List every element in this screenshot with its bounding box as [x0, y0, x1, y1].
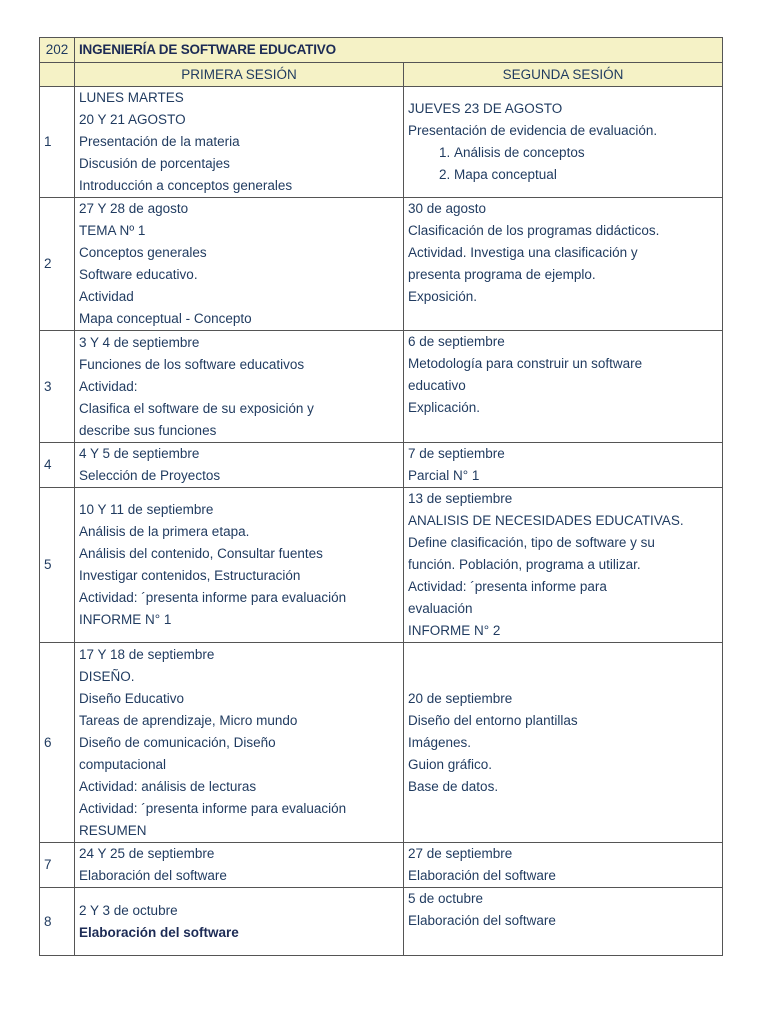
cell-line: describe sus funciones — [79, 422, 217, 438]
second-session-cell — [404, 198, 723, 331]
course-code: 202 — [40, 38, 75, 63]
cell-line: INFORME N° 1 — [79, 612, 172, 627]
cell-line: Define clasificación, tipo de software y su — [408, 535, 655, 550]
cell-line: Diseño de comunicación, Diseño — [79, 734, 276, 750]
cell-line: presenta programa de ejemplo. — [408, 267, 596, 282]
cell-line: Base de datos. — [408, 778, 499, 794]
cell-line: Presentación de evidencia de evaluación. — [408, 123, 658, 138]
second-session-cell — [404, 443, 723, 488]
cell-line-bold: Elaboración del software — [79, 924, 239, 940]
row-number: 5 — [40, 488, 75, 643]
second-session-header: SEGUNDA SESIÓN — [404, 63, 723, 87]
cell-line: Actividad: ´presenta informe para evaluación — [79, 590, 347, 605]
cell-line: 5 de octubre — [408, 891, 484, 906]
first-session-header: PRIMERA SESIÓN — [75, 63, 404, 87]
table-row — [40, 643, 723, 843]
cell-line: 6 de septiembre — [408, 334, 505, 349]
cell-line: 3 Y 4 de septiembre — [79, 334, 200, 350]
cell-line: Metodología para construir un software — [408, 356, 643, 371]
cell-line: Actividad: ´presenta informe para — [408, 579, 607, 594]
row-number: 4 — [40, 443, 75, 488]
cell-line: 7 de septiembre — [408, 446, 505, 461]
cell-line: Elaboración del software — [79, 868, 227, 883]
cell-line: Elaboración del software — [408, 913, 556, 928]
cell-line: Exposición. — [408, 289, 478, 304]
second-session-cell — [404, 843, 723, 888]
cell-line: función. Población, programa a utilizar. — [408, 557, 641, 572]
first-session-cell — [75, 843, 404, 888]
list-item: 1. Análisis de conceptos — [454, 142, 718, 164]
cell-line: 27 de septiembre — [408, 846, 513, 861]
cell-line: 17 Y 18 de septiembre — [79, 646, 215, 662]
cell-line: 4 Y 5 de septiembre — [79, 446, 200, 461]
cell-line: 20 de septiembre — [408, 690, 513, 706]
cell-line: Investigar contenidos, Estructuración — [79, 568, 301, 583]
table-row — [40, 843, 723, 888]
empty-header-cell — [40, 63, 75, 87]
second-session-cell — [404, 488, 723, 643]
table-row — [40, 331, 723, 443]
cell-line: Actividad — [79, 289, 134, 304]
first-session-cell — [75, 643, 404, 843]
cell-line: Discusión de porcentajes — [79, 156, 230, 171]
row-number: 1 — [40, 87, 75, 198]
cell-line: INFORME N° 2 — [408, 623, 501, 638]
cell-line: Análisis de la primera etapa. — [79, 524, 250, 539]
second-session-cell — [404, 643, 723, 843]
first-session-cell — [75, 87, 404, 198]
cell-line: Diseño del entorno plantillas — [408, 712, 578, 728]
cell-line: 2 Y 3 de octubre — [79, 902, 178, 918]
cell-line: computacional — [79, 756, 167, 772]
cell-line: Actividad: análisis de lecturas — [79, 778, 257, 794]
list-item: 2. Mapa conceptual — [454, 164, 718, 186]
cell-line: Guion gráfico. — [408, 756, 493, 772]
cell-line: Diseño Educativo — [79, 690, 185, 706]
cell-line: 30 de agosto — [408, 201, 487, 216]
cell-line: evaluación — [408, 601, 473, 616]
cell-line: Parcial N° 1 — [408, 468, 480, 483]
table-row — [40, 888, 723, 956]
cell-line: Mapa conceptual - Concepto — [79, 311, 252, 326]
second-session-cell — [404, 87, 723, 198]
first-session-cell — [75, 488, 404, 643]
cell-line: JUEVES 23 DE AGOSTO — [408, 101, 563, 116]
cell-line: RESUMEN — [79, 822, 147, 838]
cell-line: Selección de Proyectos — [79, 468, 221, 483]
cell-line: Clasifica el software de su exposición y — [79, 400, 314, 416]
course-title: INGENIERÍA DE SOFTWARE EDUCATIVO — [75, 38, 723, 63]
cell-line: 20 Y 21 AGOSTO — [79, 112, 186, 127]
row-number: 2 — [40, 198, 75, 331]
row-number: 8 — [40, 888, 75, 956]
cell-line: Funciones de los software educativos — [79, 356, 305, 372]
cell-line: Clasificación de los programas didácticos. — [408, 223, 660, 238]
cell-line: Actividad: ´presenta informe para evaluación — [79, 800, 347, 816]
cell-line: Introducción a conceptos generales — [79, 178, 293, 193]
cell-line: DISEÑO. — [79, 668, 135, 684]
second-session-cell — [404, 888, 723, 956]
cell-line: LUNES MARTES — [79, 90, 184, 105]
cell-line: Actividad. Investiga una clasificación y — [408, 245, 638, 260]
cell-line: educativo — [408, 378, 466, 393]
table-row — [40, 87, 723, 198]
cell-line: 10 Y 11 de septiembre — [79, 502, 214, 517]
first-session-cell — [75, 331, 404, 443]
cell-line: Explicación. — [408, 400, 481, 415]
table-row — [40, 443, 723, 488]
cell-line: 13 de septiembre — [408, 491, 513, 506]
cell-line: ANALISIS DE NECESIDADES EDUCATIVAS. — [408, 513, 684, 528]
cell-line: Tareas de aprendizaje, Micro mundo — [79, 712, 298, 728]
cell-line: Presentación de la materia — [79, 134, 240, 149]
table-row — [40, 488, 723, 643]
first-session-cell — [75, 888, 404, 956]
session-header-row — [40, 63, 723, 87]
cell-line: 24 Y 25 de septiembre — [79, 846, 215, 861]
second-session-cell — [404, 331, 723, 443]
cell-line: Software educativo. — [79, 267, 198, 282]
title-row — [40, 38, 723, 63]
table-row — [40, 198, 723, 331]
row-number: 6 — [40, 643, 75, 843]
first-session-cell — [75, 443, 404, 488]
cell-line: TEMA Nº 1 — [79, 223, 146, 238]
row-number: 7 — [40, 843, 75, 888]
cell-line: Imágenes. — [408, 734, 472, 750]
row-number: 3 — [40, 331, 75, 443]
cell-line: Elaboración del software — [408, 868, 556, 883]
cell-line: Conceptos generales — [79, 245, 207, 260]
first-session-cell — [75, 198, 404, 331]
schedule-table — [39, 37, 723, 956]
numbered-list — [408, 142, 718, 186]
cell-line: Actividad: — [79, 378, 138, 394]
cell-line: 27 Y 28 de agosto — [79, 201, 189, 216]
cell-line: Análisis del contenido, Consultar fuentes — [79, 546, 323, 561]
